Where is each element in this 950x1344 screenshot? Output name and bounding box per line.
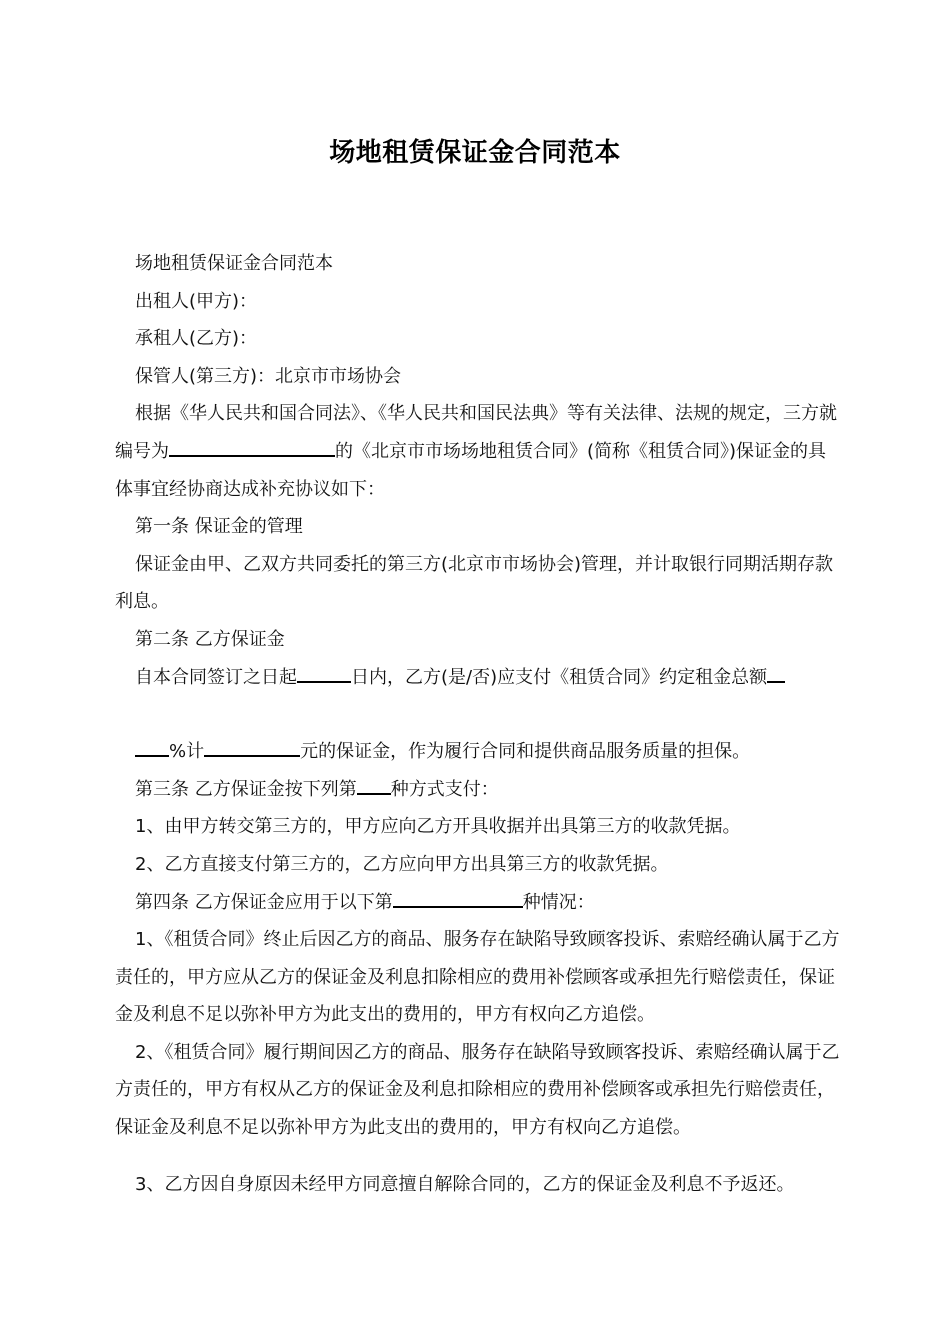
article-2-text-d: 元的保证金，作为履行合同和提供商品服务质量的担保。 — [300, 741, 751, 763]
article-3-heading — [115, 771, 843, 809]
article-1-body: 保证金由甲、乙双方共同委托的第三方(北京市市场协会)管理，并计取银行同期活期存款利息。 — [115, 553, 834, 613]
article-2-text-b: 日内，乙方(是/否)应支付《租赁合同》约定租金总额 — [351, 666, 768, 688]
amount-blank — [204, 741, 300, 757]
legal-basis-text-a: 根据《华人民共和国合同法》、《华人民共和国民法典》等有关法律、法规的规定，三方就编号为 — [115, 403, 837, 462]
payment-method-blank — [357, 779, 391, 795]
article-2-body — [115, 659, 843, 697]
article-3-item-2: 2、乙方直接支付第三方的，乙方应向甲方出具第三方的收款凭据。 — [135, 853, 669, 875]
article-4-text-b: 种情况： — [522, 891, 595, 913]
paragraph-lessor: 出租人(甲方)： — [135, 290, 258, 312]
document-title: 场地租赁保证金合同范本 — [329, 138, 621, 168]
article-3-item-1: 1、由甲方转交第三方的，甲方应向乙方开具收据并出具第三方的收款凭据。 — [135, 816, 741, 838]
document-body — [115, 245, 843, 1203]
percent-blank-end — [135, 741, 169, 757]
article-3-text-b: 种方式支付： — [390, 778, 499, 800]
article-1-heading: 第一条 保证金的管理 — [135, 516, 303, 538]
paragraph-legal-basis — [115, 395, 843, 508]
article-4-text-a: 第四条 乙方保证金应用于以下第 — [135, 891, 393, 913]
article-4-item-2: 2、《租赁合同》履行期间因乙方的商品、服务存在缺陷导致顾客投诉、索赔经确认属于乙方责任的，甲方有权从乙方的保证金及利息扣除相应的费用补偿顾客或承担先行赔偿责任，保证金及利息不足以弥补甲方为此支出的费用的，甲方有权向乙方追偿。 — [115, 1041, 840, 1139]
paragraph-heading: 场地租赁保证金合同范本 — [135, 253, 333, 274]
spacer — [115, 1147, 843, 1166]
days-blank — [297, 667, 351, 683]
percent-blank-start — [767, 667, 785, 683]
article-4-item-3: 3、乙方因自身原因未经甲方同意擅自解除合同的，乙方的保证金及利息不予返还。 — [135, 1173, 795, 1195]
article-2-body-continued — [115, 733, 843, 771]
article-4-heading — [115, 884, 843, 922]
article-2-heading: 第二条 乙方保证金 — [135, 628, 285, 650]
article-4-item-1: 1、《租赁合同》终止后因乙方的商品、服务存在缺陷导致顾客投诉、索赔经确认属于乙方责任的，甲方应从乙方的保证金及利息扣除相应的费用补偿顾客或承担先行赔偿责任，保证金及利息不足以弥补甲方为此支出的费用的，甲方有权向乙方追偿。 — [115, 929, 840, 1026]
article-2-text-c: %计 — [169, 741, 205, 763]
article-3-text-a: 第三条 乙方保证金按下列第 — [135, 778, 357, 800]
article-2-text-a: 自本合同签订之日起 — [135, 666, 297, 688]
paragraph-lessee: 承租人(乙方)： — [135, 328, 258, 350]
paragraph-custodian: 保管人(第三方)：北京市市场协会 — [135, 365, 402, 387]
case-blank — [393, 892, 523, 908]
spacer — [115, 696, 843, 733]
legal-basis-text-b: 的《北京市市场场地租赁合同》(简称《租赁合同》)保证金的具体事宜经协商达成补充协议如下： — [115, 440, 827, 500]
contract-number-blank — [169, 441, 335, 457]
